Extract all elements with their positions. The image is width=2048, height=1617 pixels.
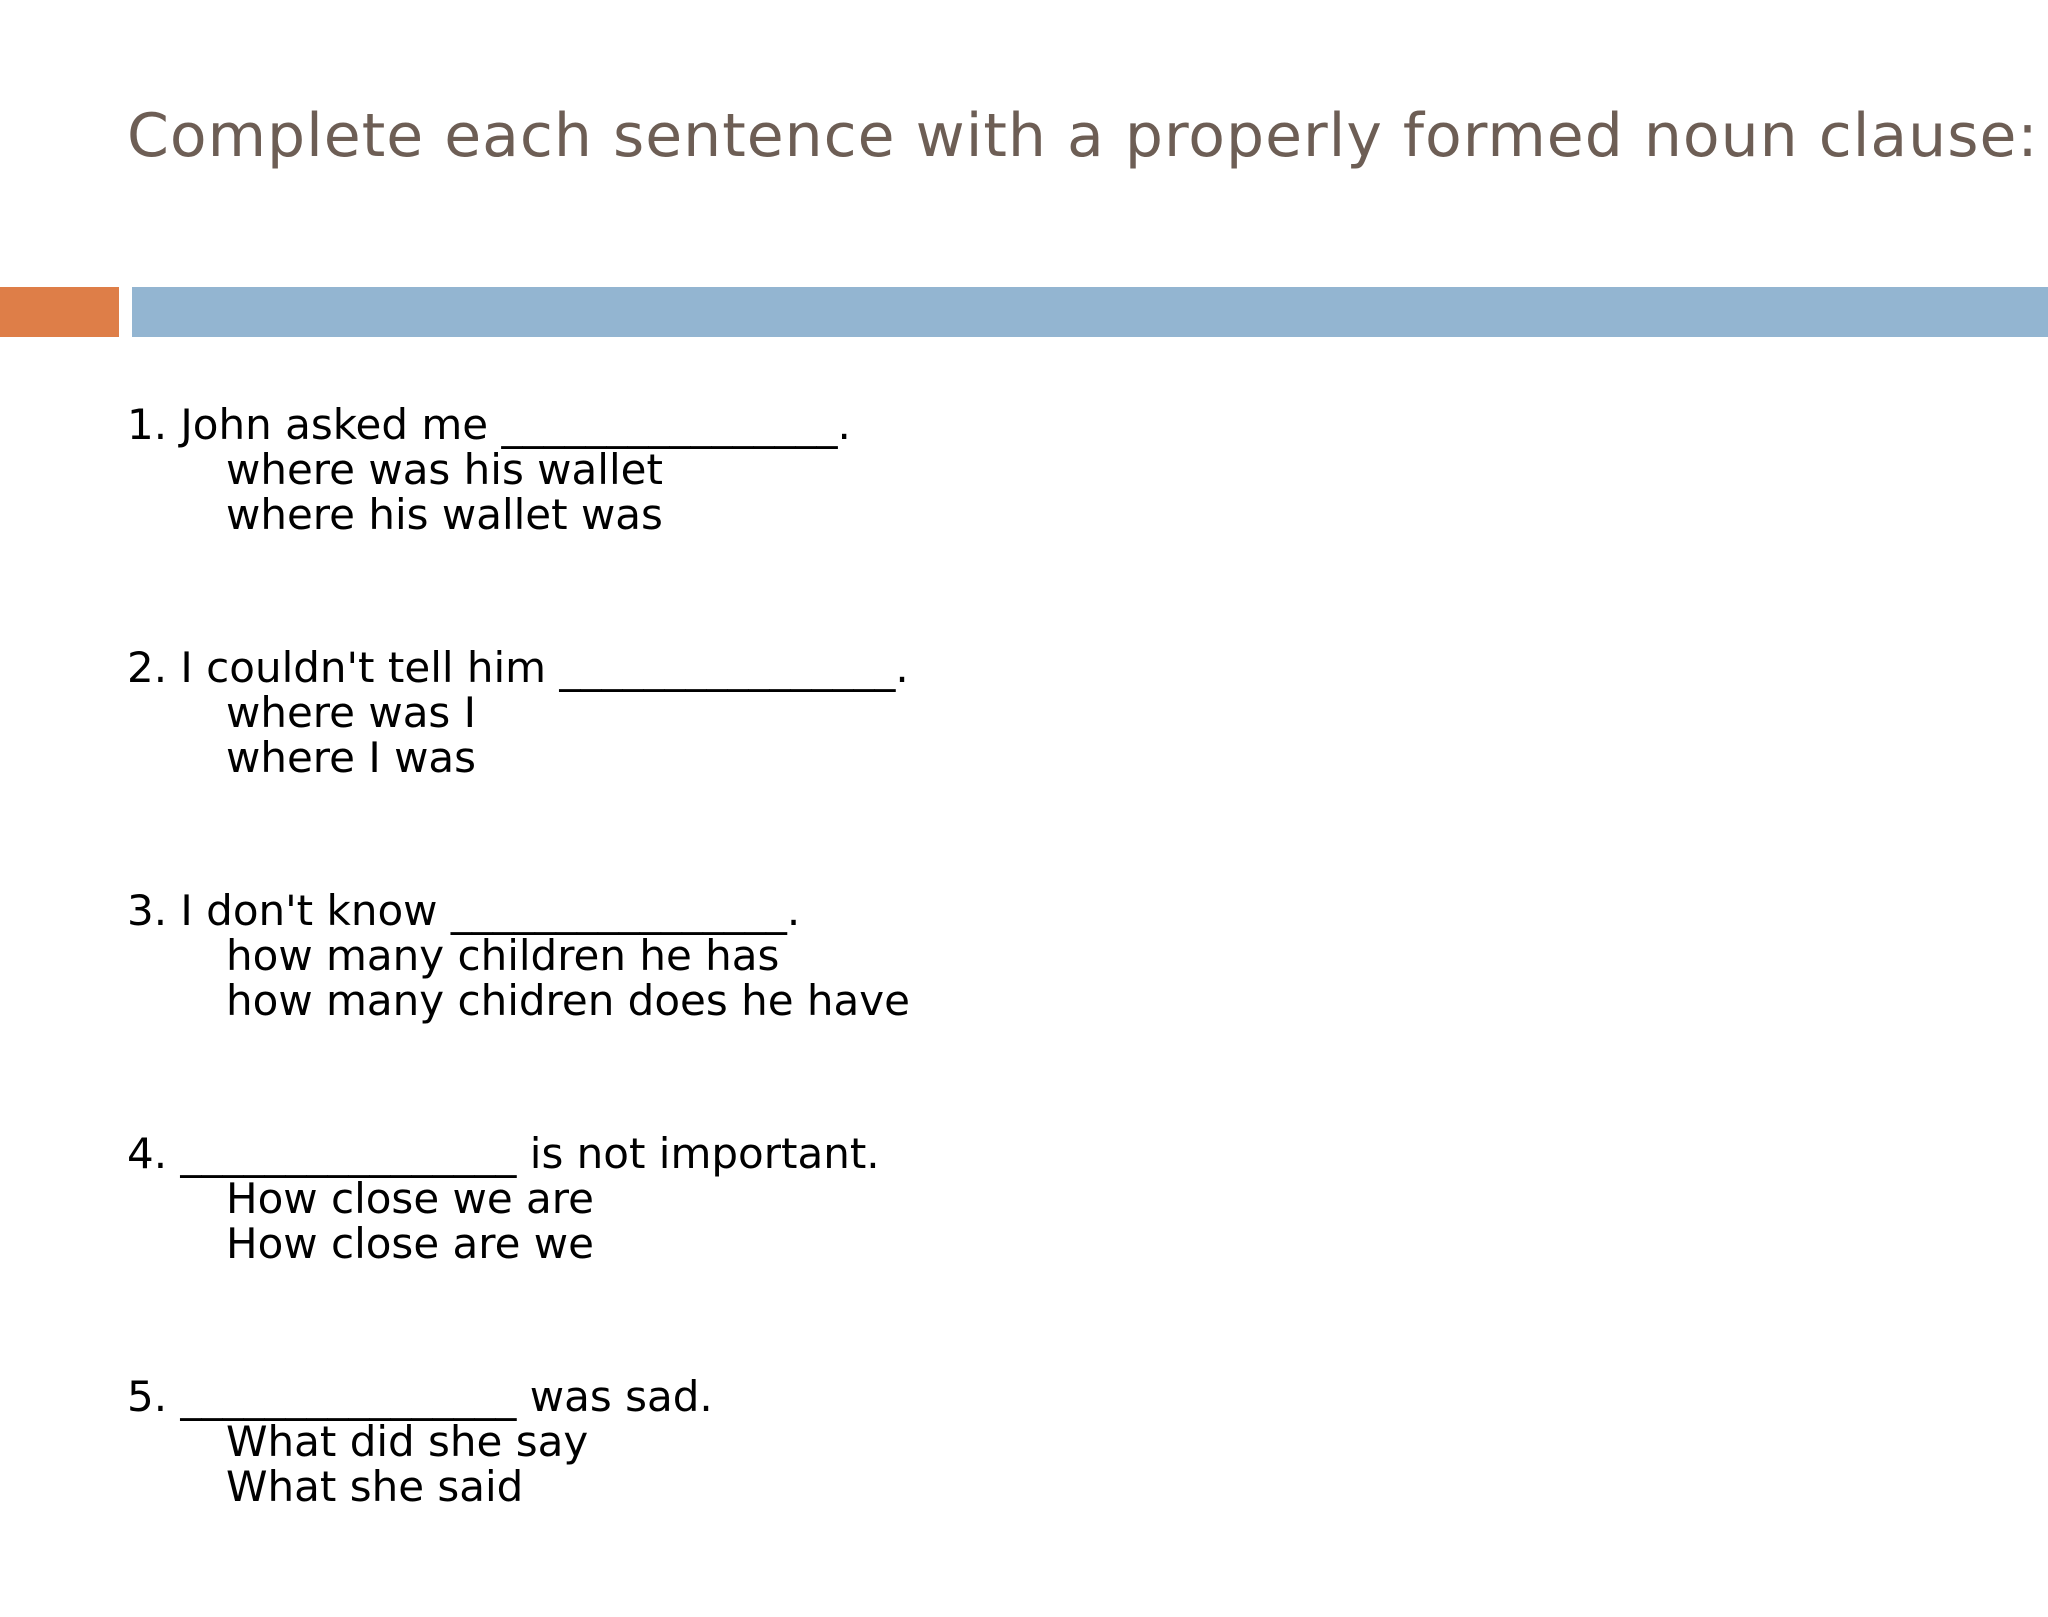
answer-option: How close are we bbox=[226, 1219, 594, 1268]
question-2 bbox=[127, 645, 1727, 780]
answer-option: where I was bbox=[226, 733, 477, 782]
question-prompt: 4. ________________ is not important. bbox=[127, 1129, 880, 1178]
question-prompt: 2. I couldn't tell him ________________. bbox=[127, 643, 909, 692]
accent-bar bbox=[0, 287, 119, 337]
question-3 bbox=[127, 888, 1727, 1023]
answer-option: What did she say bbox=[226, 1417, 589, 1466]
question-5 bbox=[127, 1374, 1727, 1509]
question-prompt: 5. ________________ was sad. bbox=[127, 1372, 713, 1421]
answer-option: where was his wallet bbox=[226, 445, 663, 494]
answer-option: how many chidren does he have bbox=[226, 976, 910, 1025]
question-4 bbox=[127, 1131, 1727, 1266]
header-divider-bar bbox=[132, 287, 2048, 337]
answer-option: How close we are bbox=[226, 1174, 594, 1223]
slide-title: Complete each sentence with a properly formed noun clause: bbox=[127, 101, 2039, 171]
answer-option: how many children he has bbox=[226, 931, 780, 980]
question-prompt: 1. John asked me ________________. bbox=[127, 400, 851, 449]
exercise-list bbox=[127, 402, 1727, 1617]
question-prompt: 3. I don't know ________________. bbox=[127, 886, 801, 935]
question-1 bbox=[127, 402, 1727, 537]
answer-option: where his wallet was bbox=[226, 490, 663, 539]
answer-option: What she said bbox=[226, 1462, 524, 1511]
answer-option: where was I bbox=[226, 688, 477, 737]
